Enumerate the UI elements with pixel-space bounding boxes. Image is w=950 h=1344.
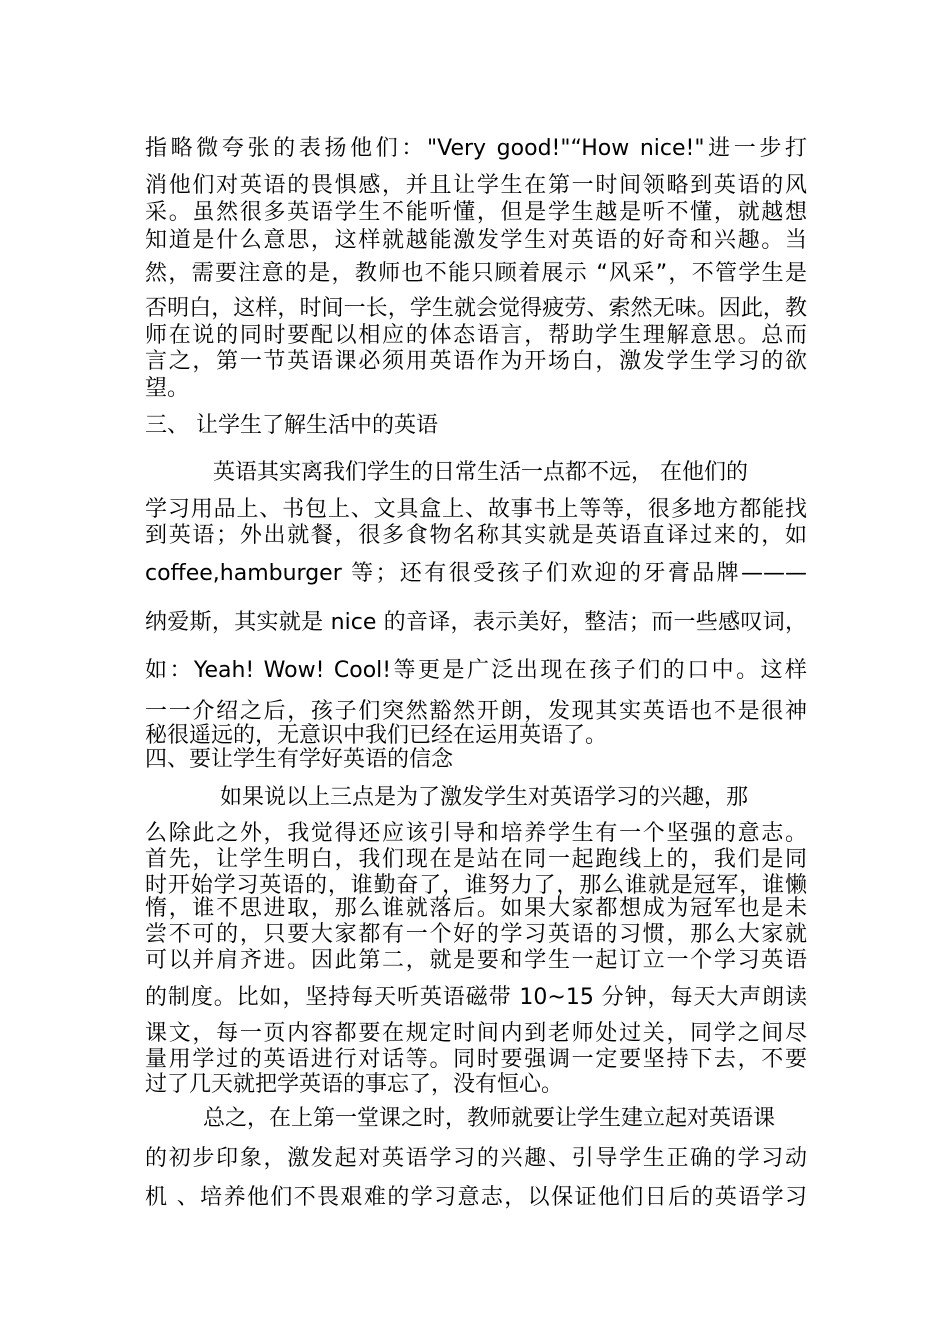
paragraph-line: 如果说以上三点是为了激发学生对英语学习的兴趣，那 bbox=[220, 785, 749, 810]
paragraph-line: 如：Yeah! Wow! Cool!等更是广泛出现在孩子们的口中。这样 bbox=[145, 658, 807, 683]
paragraph-line: 一一介绍之后，孩子们突然豁然开朗，发现其实英语也不是很神 bbox=[145, 699, 807, 724]
paragraph-line: 望。 bbox=[145, 376, 190, 401]
paragraph-line: 指略微夸张的表扬他们："Very good!"“How nice!"进一步打 bbox=[145, 136, 807, 161]
paragraph-line: 学习用品上、书包上、文具盒上、故事书上等等，很多地方都能找 bbox=[145, 497, 807, 522]
paragraph-line: 尝不可的，只要大家都有一个好的学习英语的习惯，那么大家就 bbox=[145, 922, 807, 947]
section-heading: 四、要让学生有学好英语的信念 bbox=[145, 747, 454, 772]
paragraph-line: 首先，让学生明白，我们现在是站在同一起跑线上的，我们是同 bbox=[145, 847, 807, 872]
paragraph-line: 课文，每一页内容都要在规定时间内到老师处过关，同学之间尽 bbox=[145, 1021, 807, 1046]
section-heading: 三、 让学生了解生活中的英语 bbox=[145, 413, 438, 438]
paragraph-line: 过了几天就把学英语的事忘了，没有恒心。 bbox=[145, 1072, 564, 1097]
paragraph-line: 机 、培养他们不畏艰难的学习意志，以保证他们日后的英语学习 bbox=[145, 1185, 807, 1210]
paragraph-line: 到英语；外出就餐，很多食物名称其实就是英语直译过来的，如 bbox=[145, 523, 807, 548]
paragraph-line: 惰，谁不思进取，那么谁就落后。如果大家都想成为冠军也是未 bbox=[145, 896, 807, 921]
paragraph-line: 秘很遥远的，无意识中我们已经在运用英语了。 bbox=[145, 723, 608, 748]
paragraph-line: 么除此之外，我觉得还应该引导和培养学生有一个坚强的意志。 bbox=[145, 821, 807, 846]
paragraph-line: 总之，在上第一堂课之时，教师就要让学生建立起对英语课 bbox=[203, 1106, 776, 1131]
paragraph-line: 的制度。比如，坚持每天听英语磁带 10~15 分钟，每天大声朗读 bbox=[145, 985, 807, 1010]
paragraph-line: 的初步印象，激发起对英语学习的兴趣、引导学生正确的学习动 bbox=[145, 1146, 807, 1171]
paragraph-line: coffee,hamburger 等；还有很受孩子们欢迎的牙膏品牌——— bbox=[145, 561, 807, 586]
paragraph-line: 然，需要注意的是，教师也不能只顾着展示 “风采”，不管学生是 bbox=[145, 261, 807, 286]
paragraph-line: 消他们对英语的畏惧感，并且让学生在第一时间领略到英语的风 bbox=[145, 173, 807, 198]
paragraph-line: 可以并肩齐进。因此第二，就是要和学生一起订立一个学习英语 bbox=[145, 948, 807, 973]
paragraph-line: 知道是什么意思，这样就越能激发学生对英语的好奇和兴趣。当 bbox=[145, 228, 807, 253]
paragraph-line: 纳爱斯，其实就是 nice 的音译，表示美好，整洁；而一些感叹词， bbox=[145, 610, 807, 635]
paragraph-line: 采。虽然很多英语学生不能听懂，但是学生越是听不懂，就越想 bbox=[145, 200, 807, 225]
paragraph-line: 师在说的同时要配以相应的体态语言，帮助学生理解意思。总而 bbox=[145, 323, 807, 348]
paragraph-line: 英语其实离我们学生的日常生活一点都不远， 在他们的 bbox=[213, 460, 748, 485]
paragraph-line: 时开始学习英语的，谁勤奋了，谁努力了，那么谁就是冠军，谁懒 bbox=[145, 873, 807, 898]
paragraph-line: 否明白，这样，时间一长，学生就会觉得疲劳、索然无味。因此，教 bbox=[145, 296, 807, 321]
paragraph-line: 量用学过的英语进行对话等。同时要强调一定要坚持下去，不要 bbox=[145, 1047, 807, 1072]
paragraph-line: 言之，第一节英语课必须用英语作为开场白，激发学生学习的欲 bbox=[145, 349, 807, 374]
